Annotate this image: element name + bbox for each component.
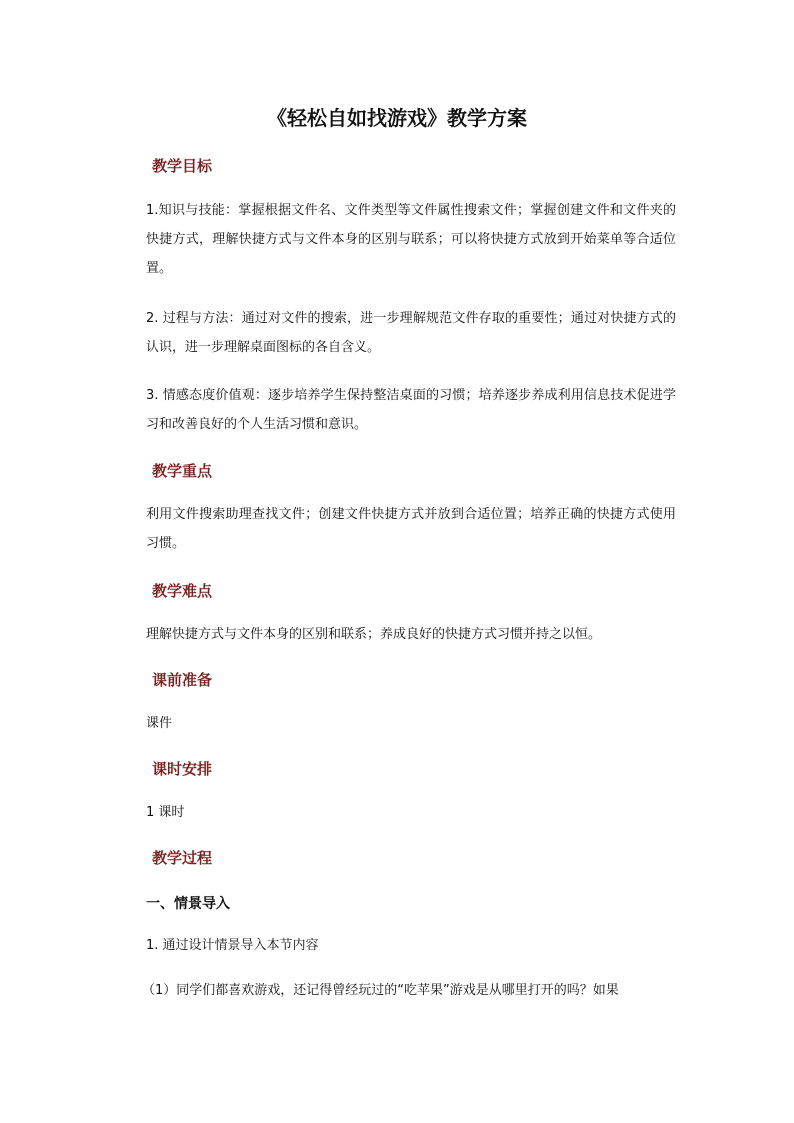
preparation-paragraph: 课件 [146, 716, 173, 731]
document-title: 《轻松自如找游戏》教学方案 [267, 106, 527, 130]
heading-preparation: 课前准备 [152, 671, 213, 689]
process-subheading-intro: 一、情景导入 [146, 896, 230, 912]
heading-difficulties: 教学难点 [152, 582, 213, 600]
heading-key-points: 教学重点 [152, 462, 213, 480]
difficulties-paragraph: 理解快捷方式与文件本身的区别和联系；养成良好的快捷方式习惯并持之以恒。 [146, 627, 602, 642]
schedule-paragraph: 1 课时 [146, 805, 185, 820]
heading-schedule: 课时安排 [152, 760, 213, 778]
process-paragraph-2: （1）同学们都喜欢游戏，还记得曾经玩过的“吃苹果”游戏是从哪里打开的吗？如果 [142, 983, 619, 998]
heading-teaching-goals: 教学目标 [152, 157, 213, 175]
process-paragraph-1: 1. 通过设计情景导入本节内容 [146, 938, 319, 953]
goals-paragraph-3: 3. 情感态度价值观：逐步培养学生保持整洁桌面的习惯；培养逐步养成利用信息技术促进学习和改善良好的个人生活习惯和意识。 [146, 388, 676, 432]
goals-paragraph-1: 1.知识与技能：掌握根据文件名、文件类型等文件属性搜索文件；掌握创建文件和文件夹的快捷方式，理解快捷方式与文件本身的区别与联系；可以将快捷方式放到开始菜单等合适位置。 [146, 203, 676, 276]
heading-process: 教学过程 [152, 849, 213, 867]
key-points-paragraph: 利用文件搜索助理查找文件；创建文件快捷方式并放到合适位置；培养正确的快捷方式使用习惯。 [146, 507, 676, 551]
goals-paragraph-2: 2. 过程与方法：通过对文件的搜索，进一步理解规范文件存取的重要性；通过对快捷方式的认识，进一步理解桌面图标的各自含义。 [146, 311, 676, 355]
